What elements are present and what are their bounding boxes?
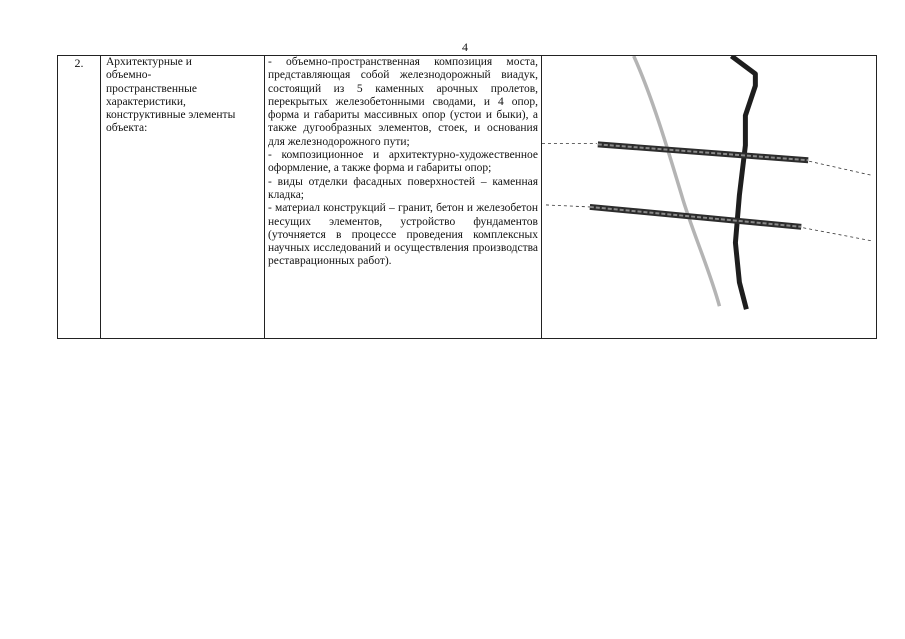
bridge-map-scheme xyxy=(542,56,876,338)
row-number: 2. xyxy=(74,56,84,70)
upper-dashed-right xyxy=(809,161,871,175)
name-line: объемно- xyxy=(106,69,152,82)
page-number: 4 xyxy=(462,40,468,54)
lower-dashed-right xyxy=(803,228,871,241)
dark-road-line xyxy=(731,56,755,309)
description-paragraph: - объемно-пространственная композиция моста, представляющая собой железнодорожный виадук, состоящий из 5 каменных арочных пролетов, перекрытых железобетонными сводами, и 4 опор, форма и габариты массивных опор (устои и быки), а также дугообразных элементов, стоек, и основания для железнодорожного пути; xyxy=(268,56,538,148)
description-paragraph: - композиционное и архитектурно-художественное оформление, а также форма и габариты опор; xyxy=(268,149,538,175)
characteristic-name-cell xyxy=(101,56,265,338)
description-paragraph: - виды отделки фасадных поверхностей – каменная кладка; xyxy=(268,175,538,201)
name-line: объекта: xyxy=(106,122,148,135)
map-scheme-cell xyxy=(542,56,876,338)
name-line: Архитектурные и xyxy=(106,56,192,68)
light-boundary-line xyxy=(634,56,720,306)
description-paragraph: - материал конструкций – гранит, бетон и железобетон несущих элементов, устройство фундаментов (уточняется в процессе проведения комплексных научных исследований и осуществления производства реставрационных работ). xyxy=(268,202,538,268)
name-line: конструктивные элементы xyxy=(106,109,236,122)
lower-dashed-left xyxy=(546,205,590,207)
characteristics-table xyxy=(57,55,877,339)
name-line: пространственные xyxy=(106,82,197,95)
name-line: характеристики, xyxy=(106,95,186,108)
characteristic-description-cell xyxy=(265,56,542,338)
row-number-cell xyxy=(58,56,101,338)
